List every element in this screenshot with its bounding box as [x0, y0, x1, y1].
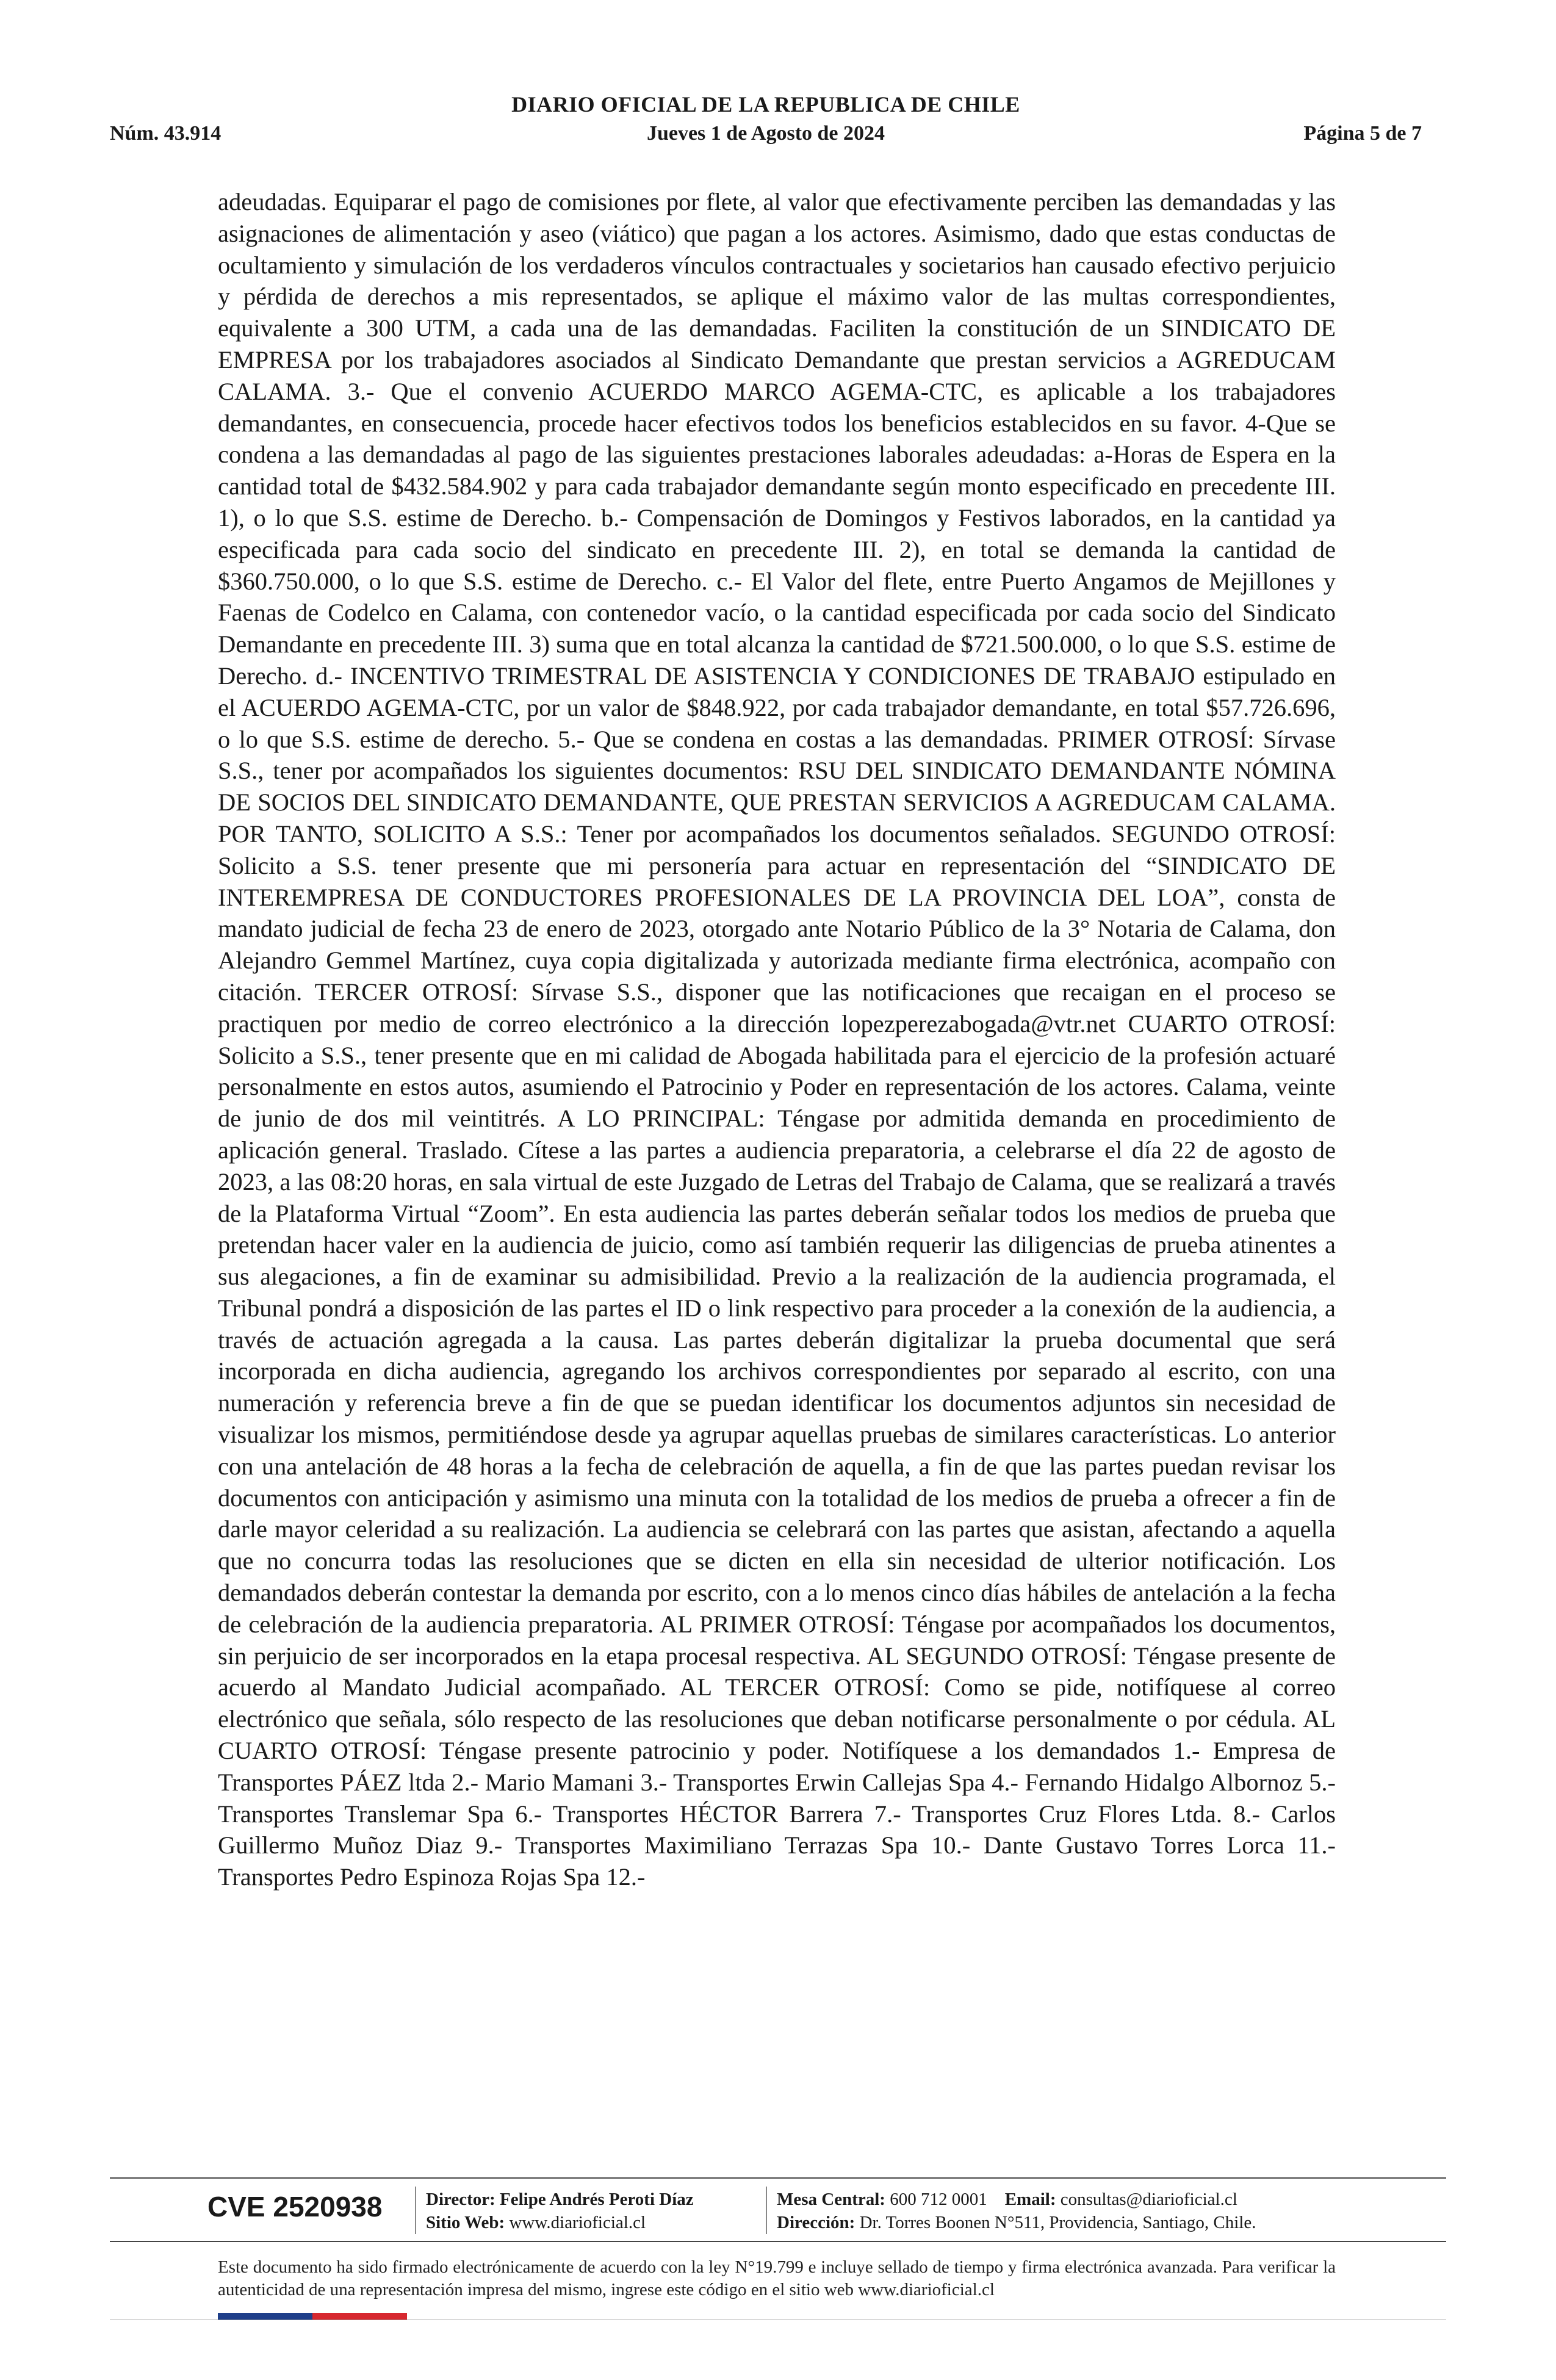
body-text: adeudadas. Equiparar el pago de comisiones por flete, al valor que efectivamente perciben las demandadas y las asignaciones de alimentación y aseo (viático) que pagan a los actores. Asimismo, dado que estas conductas de ocultamiento y simulación de los verdaderos vínculos contractuales y societarios han causado efectivo perjuicio y pérdida de derechos a mis representados, se aplique el máximo valor de las multas correspondientes, equivalente a 300 UTM, a cada una de las demandadas. Faciliten la constitución de un SINDICATO DE EMPRESA por los trabajadores asociados al Sindicato Demandante que prestan servicios a AGREDUCAM CALAMA. 3.- Que el convenio ACUERDO MARCO AGEMA-CTC, es aplicable a los trabajadores demandantes, en consecuencia, procede hacer efectivos todos los beneficios establecidos en su favor. 4-Que se condena a las demandadas al pago de las siguientes prestaciones laborales adeudadas: a-Horas de Espera en la cantidad total de $432.584.902 y para cada trabajador demandante según monto especificado en precedente III. 1), o lo que S.S. estime de Derecho. b.- Compensación de Domingos y Festivos laborados, en la cantidad ya especificada para cada socio del sindicato en precedente III. 2), en total se demanda la cantidad de $360.750.000, o lo que S.S. estime de Derecho. c.- El Valor del flete, entre Puerto Angamos de Mejillones y Faenas de Codelco en Calama, con contenedor vacío, o la cantidad especificada por cada socio del Sindicato Demandante en precedente III. 3) suma que en total alcanza la cantidad de $721.500.000, o lo que S.S. estime de Derecho. d.- INCENTIVO TRIMESTRAL DE ASISTENCIA Y CONDICIONES DE TRABAJO estipulado en el ACUERDO AGEMA-CTC, por un valor de $848.922, por cada trabajador demandante, en total $57.726.696, o lo que S.S. estime de derecho. 5.- Que se condena en costas a las demandadas. PRIMER OTROSÍ: Sírvase S.S., tener por acompañados los siguientes documentos: RSU DEL SINDICATO DEMANDANTE NÓMINA DE SOCIOS DEL SINDICATO DEMANDANTE, QUE PRESTAN SERVICIOS A AGREDUCAM CALAMA. POR TANTO, SOLICITO A S.S.: Tener por acompañados los documentos señalados. SEGUNDO OTROSÍ: Solicito a S.S. tener presente que mi personería para actuar en representación del “SINDICATO DE INTEREMPRESA DE CONDUCTORES PROFESIONALES DE LA PROVINCIA DEL LOA”, consta de mandato judicial de fecha 23 de enero de 2023, otorgado ante Notario Público de la 3° Notaria de Calama, don Alejandro Gemmel Martínez, cuya copia digitalizada y autorizada mediante firma electrónica, acompaño con citación. TERCER OTROSÍ: Sírvase S.S., disponer que las notificaciones que recaigan en el proceso se practiquen por medio de correo electrónico a la dirección lopezperezabogada@vtr.net CUARTO OTROSÍ: Solicito a S.S., tener presente que en mi calidad de Abogada habilitada para el ejercicio de la profesión actuaré personalmente en estos autos, asumiendo el Patrocinio y Poder en representación de los actores. Calama, veinte de junio de dos mil veintitrés. A LO PRINCIPAL: Téngase por admitida demanda en procedimiento de aplicación general. Traslado. Cítese a las partes a audiencia preparatoria, a celebrarse el día 22 de agosto de 2023, a las 08:20 horas, en sala virtual de este Juzgado de Letras del Trabajo de Calama, que se realizará a través de la Plataforma Virtual “Zoom”. En esta audiencia las partes deberán señalar todos los medios de prueba que pretendan hacer valer en la audiencia de juicio, como así también requerir las diligencias de prueba atinentes a sus alegaciones, a fin de examinar su admisibilidad. Previo a la realización de la audiencia programada, el Tribunal pondrá a disposición de las partes el ID o link respectivo para proceder a la conexión de la audiencia, a través de actuación agregada a la causa. Las partes deberán digitalizar la prueba documental que será incorporada en dicha audiencia, agregando los archivos correspondientes por separado al escrito, con una numeración y referencia breve a fin de que se puedan identificar los documentos adjuntos sin necesidad de visualizar los mismos, permitiéndose desde ya agrupar aquellas pruebas de similares características. Lo anterior con una antelación de 48 horas a la fecha de celebración de aquella, a fin de que las partes puedan revisar los documentos con anticipación y asimismo una minuta con la totalidad de los medios de prueba a ofrecer a fin de darle mayor celeridad a su realización. La audiencia se celebrará con las partes que asistan, afectando a aquella que no concurra todas las resoluciones que se dicten en ella sin necesidad de ulterior notificación. Los demandados deberán contestar la demanda por escrito, con a lo menos cinco días hábiles de antelación a la fecha de celebración de la audiencia preparatoria. AL PRIMER OTROSÍ: Téngase por acompañados los documentos, sin perjuicio de ser incorporados en la etapa procesal respectiva. AL SEGUNDO OTROSÍ: Téngase presente de acuerdo al Mandato Judicial acompañado. AL TERCER OTROSÍ: Como se pide, notifíquese al correo electrónico que señala, sólo respecto de las resoluciones que deban notificarse personalmente o por cédula. AL CUARTO OTROSÍ: Téngase presente patrocinio y poder. Notifíquese a los demandados 1.- Empresa de Transportes PÁEZ ltda 2.- Mario Mamani 3.- Transportes Erwin Callejas Spa 4.- Fernando Hidalgo Albornoz 5.- Transportes Translemar Spa 6.- Transportes HÉCTOR Barrera 7.- Transportes Cruz Flores Ltda. 8.- Carlos Guillermo Muñoz Diaz 9.- Transportes Maximiliano Terrazas Spa 10.- Dante Gustavo Torres Lorca 11.- Transportes Pedro Espinoza Rojas Spa 12.- [218, 188, 1336, 1891]
address-line [777, 2211, 1256, 2234]
footer-separator [766, 2187, 767, 2234]
issue-number: Núm. 43.914 [110, 122, 222, 145]
director-name: Felipe Andrés Peroti Díaz [500, 2190, 694, 2209]
legal-notice: Este documento ha sido firmado electrónicamente de acuerdo con la ley N°19.799 e incluye sellado de tiempo y firma electrónica avanzada. Para verificar la autenticidad de una representación impresa del mismo, ingrese este código en el sitio web www.diarioficial.cl [218, 2257, 1336, 2299]
website-label: Sitio Web: [426, 2213, 505, 2232]
email-label: Email: [1004, 2190, 1056, 2209]
contact-line [777, 2188, 1256, 2211]
director-label: Director: [426, 2190, 495, 2209]
page-footer [110, 2182, 1446, 2237]
footer-separator [415, 2187, 416, 2234]
director-line [426, 2188, 694, 2211]
address-label: Dirección: [777, 2213, 855, 2232]
website-line [426, 2211, 694, 2234]
publication-date: Jueves 1 de Agosto de 2024 [646, 122, 885, 145]
page-indicator: Página 5 de 7 [1303, 122, 1422, 145]
footer-top-divider [110, 2177, 1446, 2179]
address-text: Dr. Torres Boonen N°511, Providencia, Santiago, Chile. [859, 2213, 1256, 2232]
footer-director-column [426, 2188, 694, 2234]
page-header [110, 92, 1422, 153]
cve-code: CVE 2520938 [207, 2191, 383, 2223]
footer-bottom-divider [110, 2241, 1446, 2242]
website-link[interactable]: www.diarioficial.cl [509, 2213, 646, 2232]
phone-label: Mesa Central: [777, 2190, 885, 2209]
email-link[interactable]: consultas@diarioficial.cl [1060, 2190, 1237, 2209]
footer-contact-column [777, 2188, 1256, 2234]
publication-title: DIARIO OFICIAL DE LA REPUBLICA DE CHILE [511, 92, 1020, 117]
phone-number: 600 712 0001 [890, 2190, 987, 2209]
